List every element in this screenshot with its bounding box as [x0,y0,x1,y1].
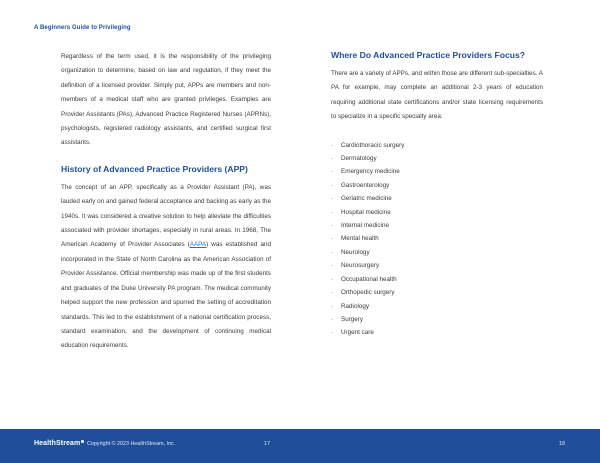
list-item: · Geriatric medicine [331,192,543,205]
left-column [61,50,271,354]
history-paragraph [61,181,271,354]
history-heading: History of Advanced Practice Providers (APP) [61,163,248,174]
page-number-right: 18 [559,441,565,447]
intro-paragraph: Regardless of the term used, it is the responsibility of the privileging organization to determine, based on law and regulation, if they meet the definition of a licensed provider. Simply put, APPs are members and non-members of a medical staff who are granted privileges. Examples are Provider Assistants (PAs), Advanced Practice Registered Nurses (APRNs), psychologists, registered radiology assistants, and certified surgical first assistants. [61,53,271,147]
list-item: · Neurology [331,246,543,259]
list-item: · Occupational health [331,273,543,286]
list-item: · Urgent care [331,326,543,339]
running-header: A Beginners Guide to Privileging [34,25,131,31]
list-item: · Orthopedic surgery [331,286,543,299]
page-number-left: 17 [264,441,270,447]
brand-logo [34,440,84,447]
list-item: · Neurosurgery [331,259,543,272]
history-text-before: The concept of an APP, specifically as a Provider Assistant (PA), was lauded early on and gained federal acceptance and backing as early as the 1940s. It was considered a creative solution to help alleviate the difficulties associated with provider shortages, especially in rural areas. In 1968, The American Academy of Provider Associates ( [61,183,271,249]
history-text-after: ) was established and incorporated in the State of North Carolina as the American Association of Provider Assistance. Official membership was made up of the first students and graduates of the Duke University PA program. The medical community helped support the new profession and spurred the setting of accreditation standards. This led to the establishment of a national certification process, standard examination, and the development of continuing medical education requirements. [61,241,272,350]
focus-paragraph: There are a variety of APPs, and within those are different sub-specialties. A PA for example, may complete an additional 2-3 years of education requiring additional state certifications and/or state licensing requirements to specialize in a specific specialty area: [331,70,543,121]
list-item: · Mental health [331,232,543,245]
aapa-link[interactable]: AAPA [189,241,207,249]
list-item: · Cardiothoracic surgery [331,139,543,152]
list-item: · Emergency medicine [331,165,543,178]
focus-heading: Where Do Advanced Practice Providers Focus? [331,50,526,60]
specialty-list [331,139,543,340]
copyright-text: Copyright © 2023 HealthStream, Inc. [87,441,176,447]
list-item: · Hospital medicine [331,206,543,219]
list-item: · Dermatology [331,152,543,165]
list-item: · Radiology [331,300,543,313]
brand-name: HealthStream [34,440,81,447]
list-item: · Gastroenterology [331,179,543,192]
footer-bar [0,429,600,463]
brand-dot-icon [81,440,84,443]
list-item: · Surgery [331,313,543,326]
list-item: · Internal medicine [331,219,543,232]
right-column [331,50,543,340]
